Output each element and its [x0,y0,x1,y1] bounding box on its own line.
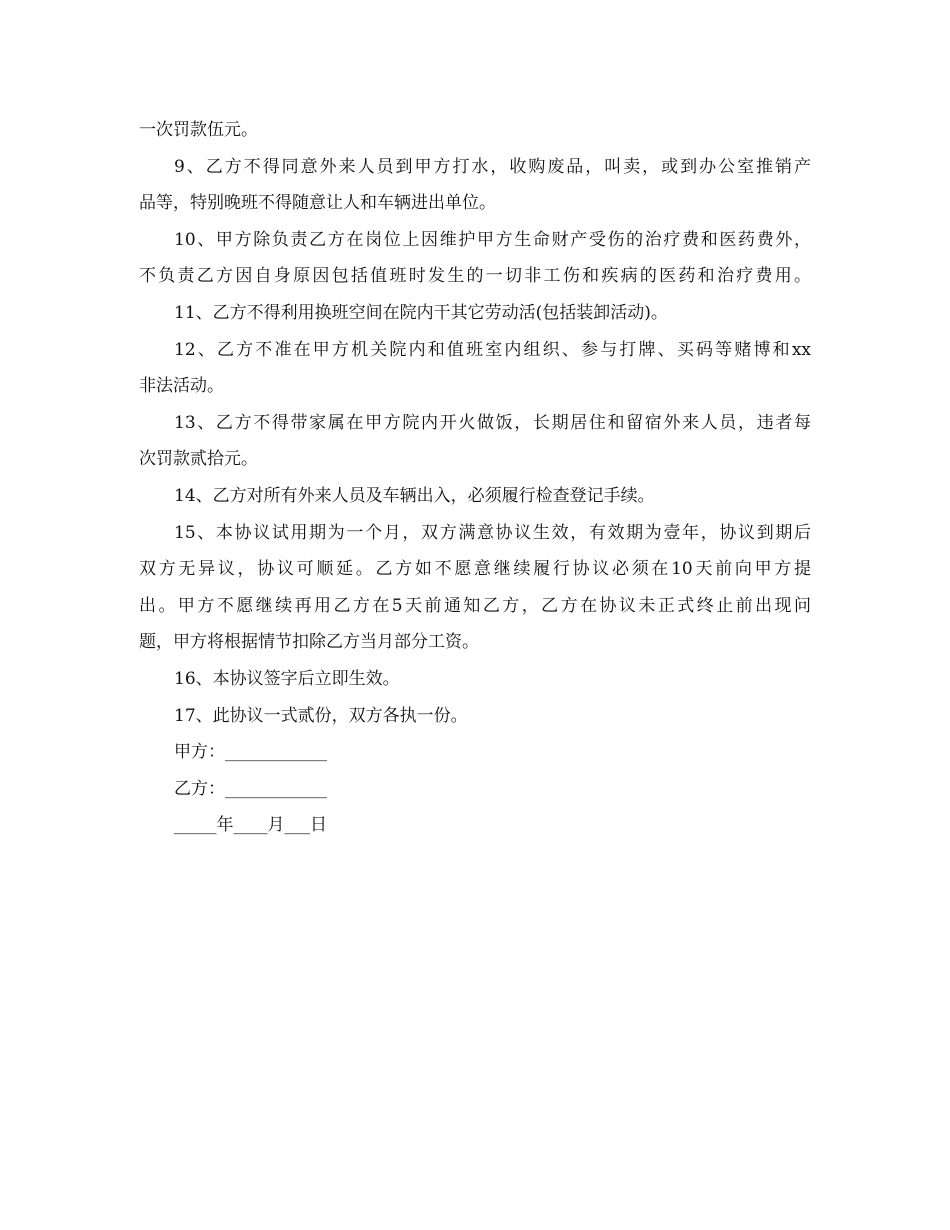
party-a-signature: 甲方：____________ [174,742,327,763]
party-b-signature: 乙方：____________ [174,778,327,799]
signature-date: _____年____月___日 [174,815,327,836]
paragraph-line: 12、乙方不准在甲方机关院内和值班室内组织、参与打牌、买码等赌博和xx [174,339,811,360]
paragraph-line: 14、乙方对所有外来人员及车辆出入，必须履行检查登记手续。 [174,485,655,506]
paragraph-line: 10、甲方除负责乙方在岗位上因维护甲方生命财产受伤的治疗费和医药费外， [174,229,811,250]
paragraph-line: 9、乙方不得同意外来人员到甲方打水，收购废品，叫卖，或到办公室推销产 [174,156,811,177]
paragraph-line: 非法活动。 [139,376,224,397]
paragraph-line: 品等，特别晚班不得随意让人和车辆进出单位。 [139,193,496,214]
paragraph-line: 题，甲方将根据情节扣除乙方当月部分工资。 [139,632,479,653]
paragraph-line: 16、本协议签字后立即生效。 [174,668,400,689]
paragraph-line: 出。甲方不愿继续再用乙方在5天前通知乙方，乙方在协议未正式终止前出现问 [139,595,811,616]
agreement-body [139,112,811,844]
paragraph-line: 次罚款贰拾元。 [139,449,258,470]
paragraph-line: 13、乙方不得带家属在甲方院内开火做饭，长期居住和留宿外来人员，违者每 [174,412,811,433]
paragraph-line: 双方无异议，协议可顺延。乙方如不愿意继续履行协议必须在10天前向甲方提 [139,559,811,580]
paragraph-line: 15、本协议试用期为一个月，双方满意协议生效，有效期为壹年，协议到期后 [174,522,811,543]
paragraph-line: 一次罚款伍元。 [139,120,258,140]
paragraph-line: 17、此协议一式贰份，双方各执一份。 [174,705,468,726]
paragraph-line: 11、乙方不得利用换班空间在院内干其它劳动活(包括装卸活动)。 [174,302,668,323]
paragraph-line: 不负责乙方因自身原因包括值班时发生的一切非工伤和疾病的医药和治疗费用。 [139,266,811,287]
